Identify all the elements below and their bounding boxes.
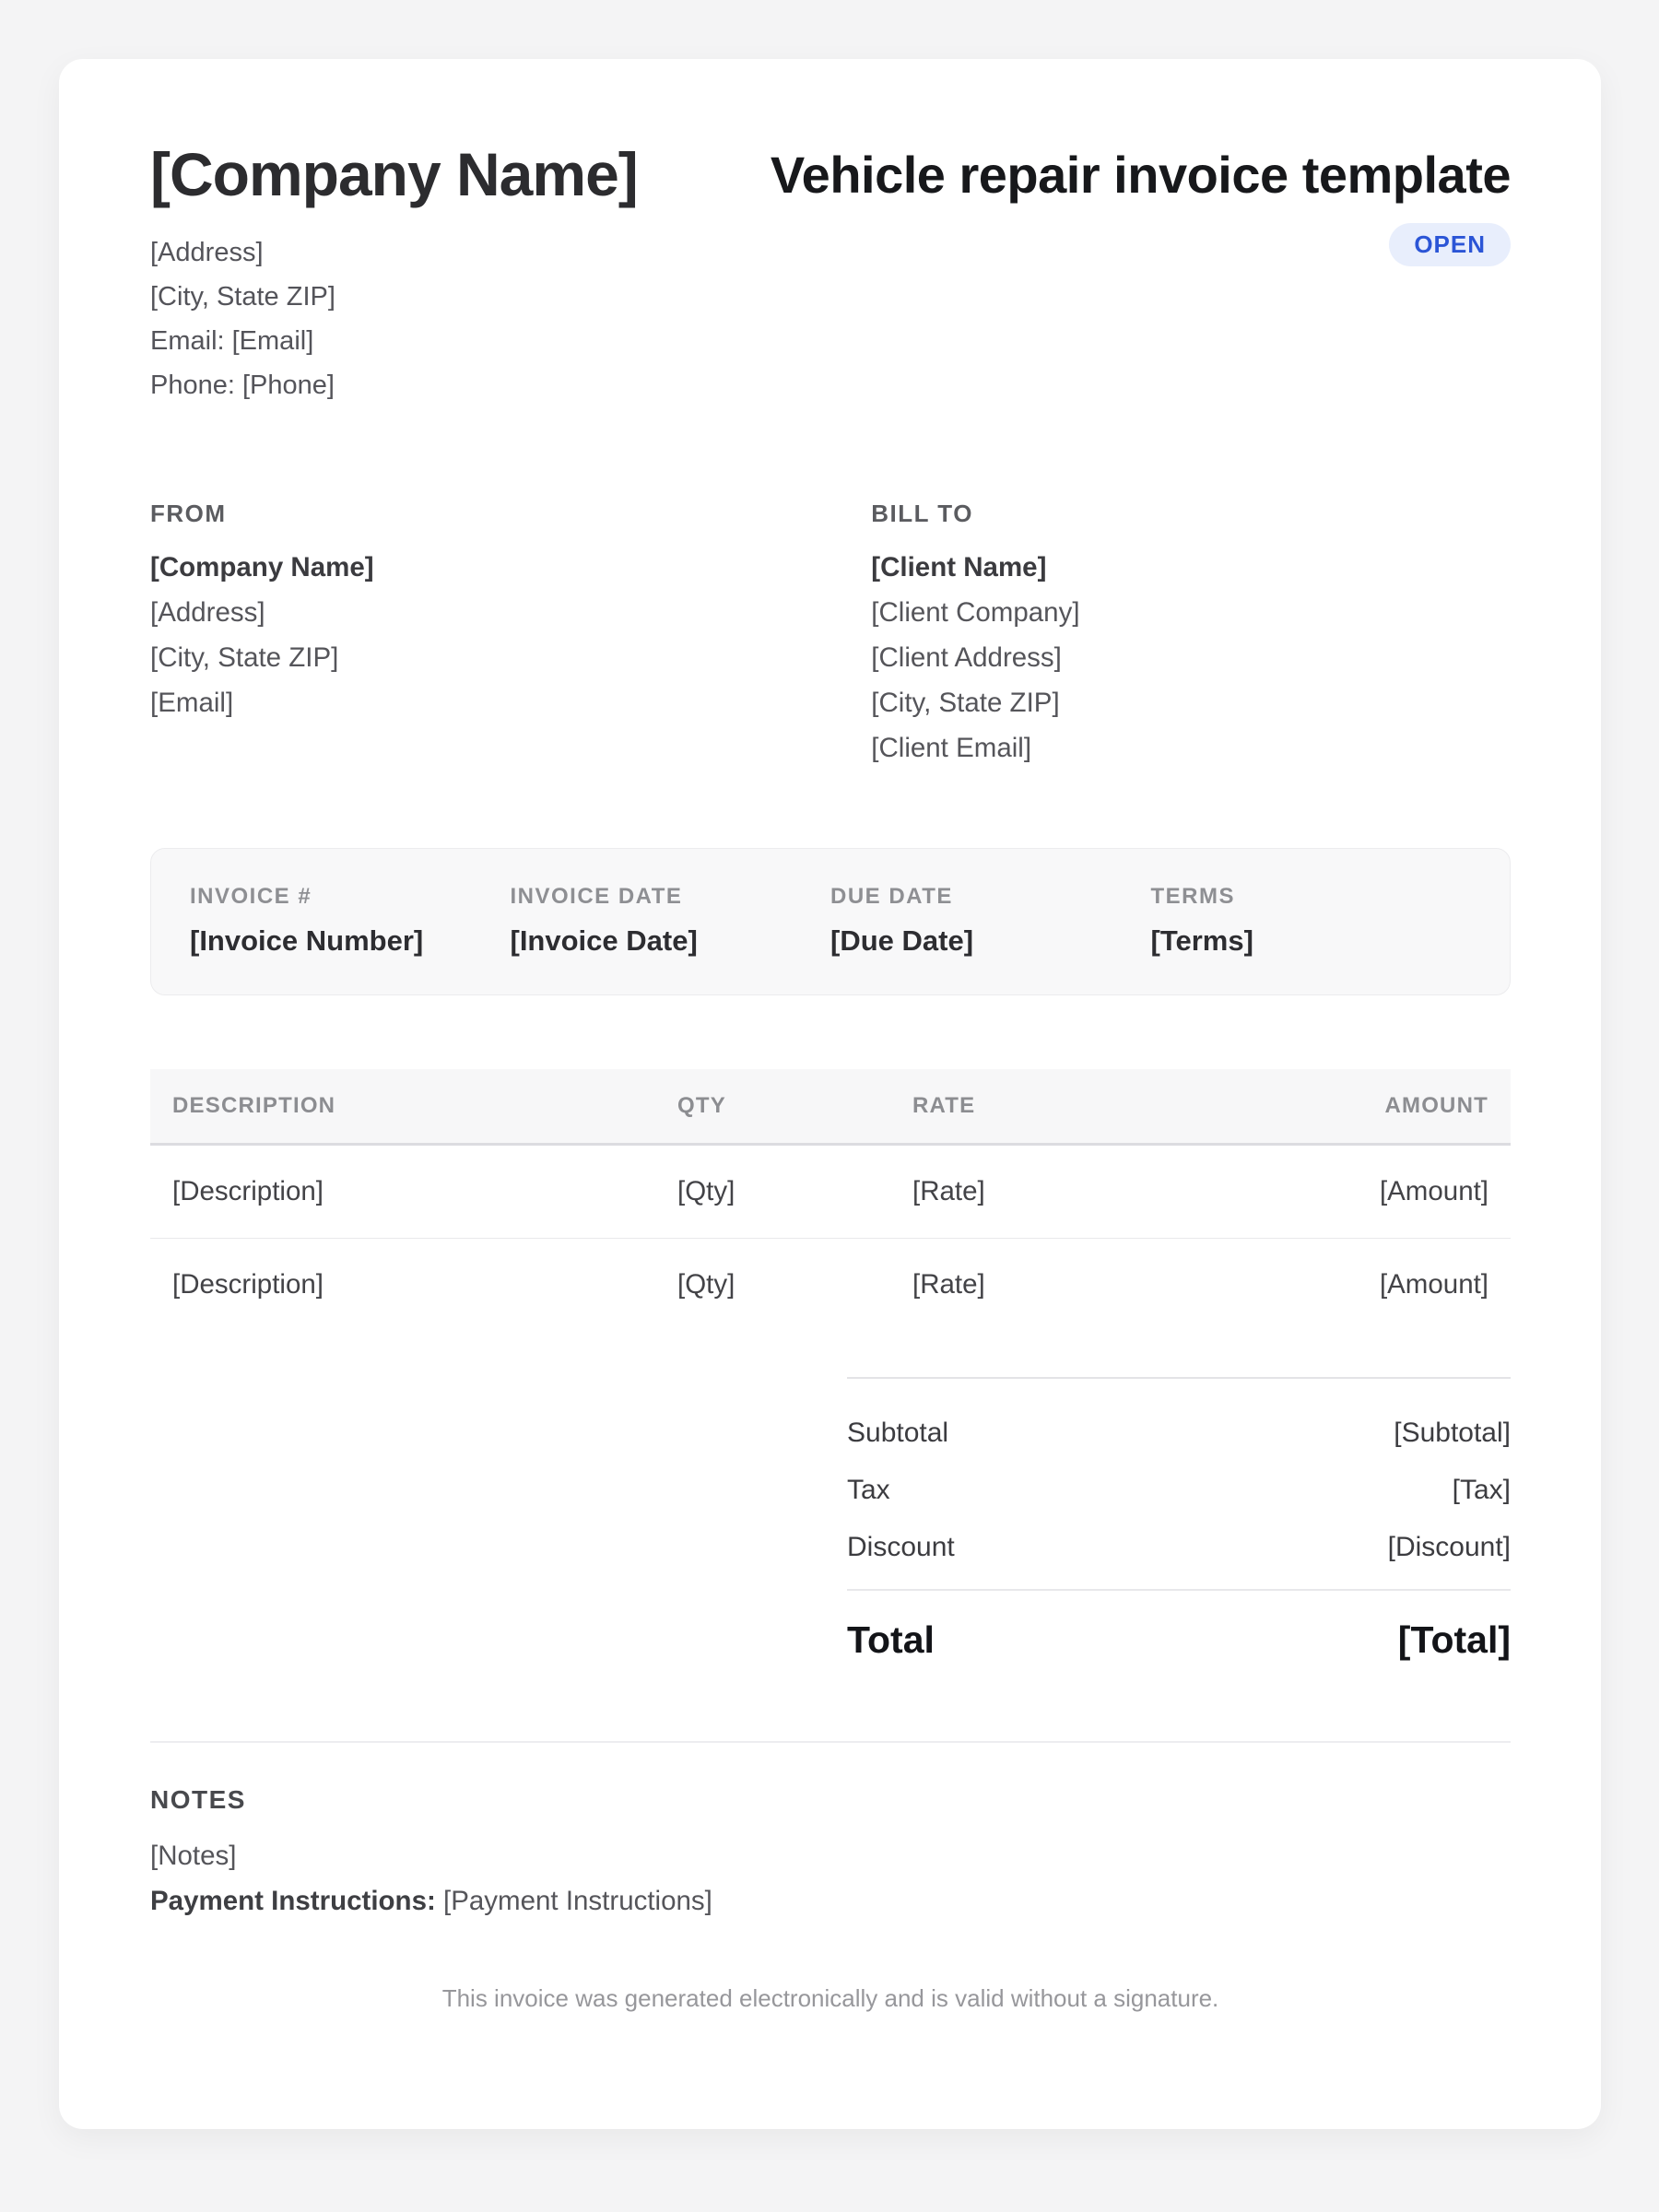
- terms-label: TERMS: [1150, 884, 1235, 909]
- client-address-line: [Client Address]: [871, 642, 1062, 673]
- notes-section: [150, 1785, 1511, 1924]
- company-name-heading: [Company Name]: [150, 140, 638, 208]
- payment-instructions-label: Payment Instructions:: [150, 1886, 436, 1916]
- item-rate: [Rate]: [912, 1269, 985, 1300]
- col-header-rate: RATE: [912, 1093, 976, 1118]
- notes-body: [Notes]: [150, 1841, 237, 1871]
- client-company-line: [Client Company]: [871, 597, 1080, 628]
- company-address-line: [Address]: [150, 238, 264, 267]
- invoice-card: [59, 59, 1601, 2129]
- total-label: Total: [847, 1618, 935, 1661]
- company-address-block: [150, 230, 638, 407]
- bill-to-label: BILL TO: [871, 500, 973, 527]
- line-items-table: [150, 1069, 1511, 1331]
- total-row: [847, 1618, 1511, 1662]
- from-address-line: [City, State ZIP]: [150, 642, 339, 673]
- page-title: Vehicle repair invoice template: [770, 146, 1511, 204]
- terms-field: [1151, 884, 1472, 958]
- subtotal-label: Subtotal: [847, 1418, 949, 1448]
- terms-value: [Terms]: [1150, 924, 1253, 957]
- bill-to-block: [871, 500, 1511, 771]
- due-date-value: [Due Date]: [830, 924, 974, 957]
- item-description: [Description]: [172, 1176, 324, 1206]
- total-divider: [847, 1589, 1511, 1662]
- company-address-line: [City, State ZIP]: [150, 282, 335, 312]
- due-date-label: DUE DATE: [830, 884, 953, 909]
- from-block: [150, 500, 871, 771]
- invoice-number-value: [Invoice Number]: [190, 924, 424, 957]
- item-qty: [Qty]: [677, 1176, 735, 1206]
- payment-instructions-value: [Payment Instructions]: [443, 1886, 712, 1916]
- section-divider: [150, 1741, 1511, 1743]
- discount-value: [Discount]: [1387, 1532, 1511, 1562]
- discount-row: [847, 1532, 1511, 1563]
- item-qty: [Qty]: [677, 1269, 735, 1300]
- total-value: [Total]: [1397, 1618, 1511, 1661]
- item-description: [Description]: [172, 1269, 324, 1300]
- invoice-number-label: INVOICE #: [190, 884, 312, 909]
- invoice-date-field: [511, 884, 831, 958]
- totals-section: [847, 1377, 1511, 1662]
- invoice-meta-box: [150, 848, 1511, 995]
- from-email-line: [Email]: [150, 688, 234, 718]
- invoice-number-field: [190, 884, 511, 958]
- item-amount: [Amount]: [1379, 1176, 1488, 1206]
- item-rate: [Rate]: [912, 1176, 985, 1206]
- parties-section: [150, 500, 1511, 771]
- status-badge[interactable]: OPEN: [1389, 223, 1511, 266]
- footer-disclaimer: This invoice was generated electronically and is valid without a signature.: [441, 1984, 1219, 2012]
- subtotal-row: [847, 1418, 1511, 1449]
- tax-label: Tax: [847, 1475, 890, 1505]
- table-row: [150, 1146, 1511, 1239]
- col-header-amount: AMOUNT: [1384, 1093, 1488, 1118]
- invoice-header: [150, 140, 1511, 407]
- from-label: FROM: [150, 500, 227, 527]
- discount-label: Discount: [847, 1532, 955, 1562]
- table-row: [150, 1239, 1511, 1331]
- client-name: [Client Name]: [871, 552, 1047, 582]
- col-header-qty: QTY: [677, 1093, 726, 1118]
- from-address-line: [Address]: [150, 597, 265, 628]
- subtotal-value: [Subtotal]: [1394, 1418, 1511, 1448]
- notes-heading: NOTES: [150, 1785, 246, 1814]
- tax-value: [Tax]: [1452, 1475, 1511, 1505]
- company-block: [150, 140, 638, 407]
- from-company-name: [Company Name]: [150, 552, 374, 582]
- invoice-date-value: [Invoice Date]: [510, 924, 698, 957]
- company-phone-line: Phone: [Phone]: [150, 371, 335, 400]
- due-date-field: [830, 884, 1151, 958]
- payment-instructions-line: [150, 1878, 1511, 1924]
- company-email-line: Email: [Email]: [150, 326, 314, 356]
- table-header-row: [150, 1069, 1511, 1146]
- client-email-line: [Client Email]: [871, 733, 1032, 763]
- invoice-date-label: INVOICE DATE: [510, 884, 683, 909]
- item-amount: [Amount]: [1379, 1269, 1488, 1300]
- client-city-line: [City, State ZIP]: [871, 688, 1060, 718]
- col-header-description: DESCRIPTION: [172, 1093, 336, 1118]
- title-block: [771, 144, 1511, 266]
- tax-row: [847, 1475, 1511, 1506]
